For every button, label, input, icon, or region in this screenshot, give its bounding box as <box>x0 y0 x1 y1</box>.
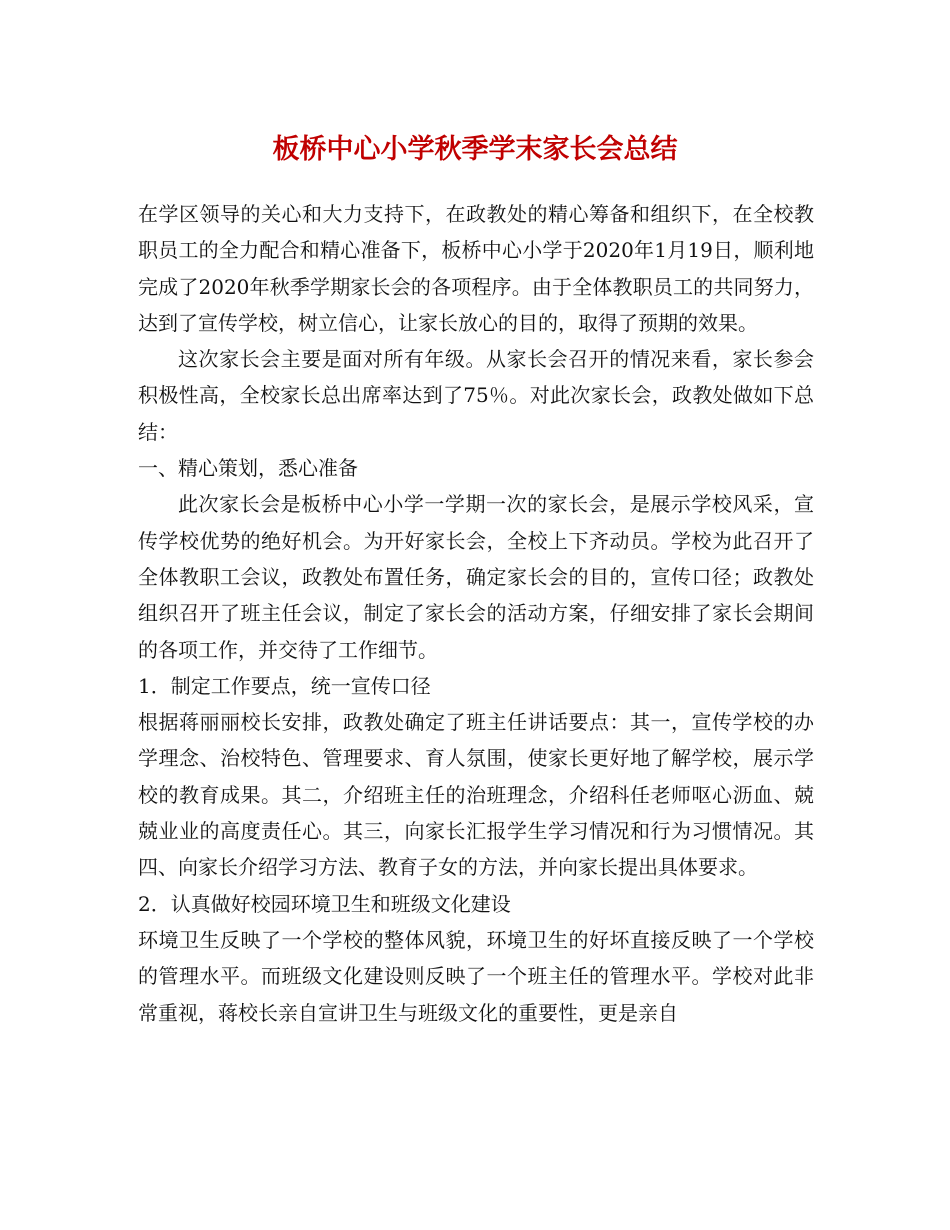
section-heading-1: 一、精心策划，悉心准备 <box>138 456 358 481</box>
document-title: 板桥中心小学秋季学末家长会总结 <box>272 134 678 165</box>
document-body <box>138 196 814 1031</box>
paragraph-environment: 环境卫生反映了一个学校的整体风貌，环境卫生的好坏直接反映了一个学校的管理水平。而班级文化建设则反映了一个班主任的管理水平。学校对此非常重视，蒋校长亲自宣讲卫生与班级文化的重要性，更是亲自 <box>138 927 814 1025</box>
subheading-1: 1．制定工作要点，统一宣传口径 <box>138 673 431 698</box>
paragraph-intro: 在学区领导的关心和大力支持下，在政教处的精心筹备和组织下，在全校教职员工的全力配合和精心准备下，板桥中心小学于2020年1月19日，顺利地完成了2020年秋季学期家长会的各项程序。由于全体教职员工的共同努力，达到了宣传学校，树立信心，让家长放心的目的，取得了预期的效果。 <box>138 202 814 335</box>
subheading-2: 2．认真做好校园环境卫生和班级文化建设 <box>138 891 511 916</box>
paragraph-planning: 此次家长会是板桥中心小学一学期一次的家长会，是展示学校风采，宣传学校优势的绝好机会。为开好家长会，全校上下齐动员。学校为此召开了全体教职工会议，政教处布置任务，确定家长会的目的，宣传口径；政教处组织召开了班主任会议，制定了家长会的活动方案，仔细安排了家长会期间的各项工作，并交待了工作细节。 <box>138 492 814 662</box>
paragraph-attendance: 这次家长会主要是面对所有年级。从家长会召开的情况来看，家长参会积极性高，全校家长总出席率达到了75％。对此次家长会，政教处做如下总结： <box>138 347 814 444</box>
paragraph-talking-points: 根据蒋丽丽校长安排，政教处确定了班主任讲话要点：其一，宣传学校的办学理念、治校特色、管理要求、育人氛围，使家长更好地了解学校，展示学校的教育成果。其二，介绍班主任的治班理念，介绍科任老师呕心沥血、兢兢业业的高度责任心。其三，向家长汇报学生学习情况和行为习惯情况。其四、向家长介绍学习方法、教育子女的方法，并向家长提出具体要求。 <box>138 710 814 880</box>
